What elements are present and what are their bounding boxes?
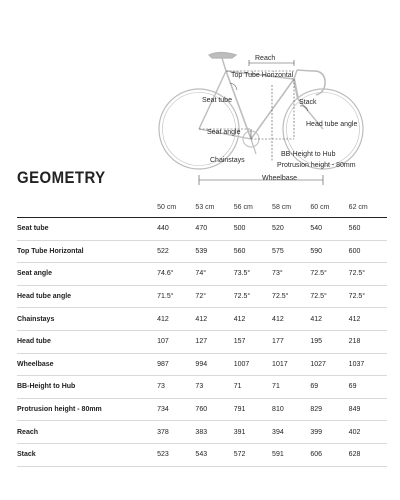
- table-cell: 412: [349, 308, 387, 331]
- table-cell: 600: [349, 240, 387, 263]
- table-cell: 412: [272, 308, 310, 331]
- table-row: [17, 443, 387, 466]
- table-cell: 1007: [234, 353, 272, 376]
- table-cell: 69: [310, 376, 348, 399]
- row-label: Stack: [17, 443, 157, 466]
- table-cell: 849: [349, 398, 387, 421]
- diagram-label-chainstays: Chainstays: [210, 157, 245, 164]
- table-cell: 157: [234, 330, 272, 353]
- table-cell: 791: [234, 398, 272, 421]
- table-cell: 628: [349, 443, 387, 466]
- table-cell: 71.5°: [157, 285, 195, 308]
- table-row: [17, 330, 387, 353]
- table-cell: 994: [195, 353, 233, 376]
- table-cell: 378: [157, 421, 195, 444]
- column-header: 53 cm: [195, 198, 233, 218]
- table-header-row: [17, 198, 387, 218]
- table-cell: 591: [272, 443, 310, 466]
- row-label: Chainstays: [17, 308, 157, 331]
- diagram-label-stack: Stack: [299, 99, 317, 106]
- geometry-table: [17, 198, 387, 467]
- table-cell: 394: [272, 421, 310, 444]
- table-cell: 1027: [310, 353, 348, 376]
- table-row: [17, 218, 387, 241]
- table-cell: 412: [234, 308, 272, 331]
- table-cell: 539: [195, 240, 233, 263]
- table-cell: 440: [157, 218, 195, 241]
- table-cell: 560: [234, 240, 272, 263]
- table-cell: 500: [234, 218, 272, 241]
- table-cell: 74.6°: [157, 263, 195, 286]
- table-cell: 572: [234, 443, 272, 466]
- table-cell: 72.5°: [349, 285, 387, 308]
- diagram-label-top-tube-horizontal: Top Tube Horizontal: [231, 72, 294, 79]
- table-cell: 575: [272, 240, 310, 263]
- table-cell: 1017: [272, 353, 310, 376]
- table-cell: 177: [272, 330, 310, 353]
- diagram-label-wheelbase: Wheelbase: [262, 175, 298, 182]
- table-cell: 1037: [349, 353, 387, 376]
- table-row: [17, 308, 387, 331]
- table-cell: 72.5°: [310, 285, 348, 308]
- table-row: [17, 285, 387, 308]
- table-cell: 127: [195, 330, 233, 353]
- page-title: GEOMETRY: [17, 168, 106, 187]
- table-body: [17, 218, 387, 467]
- table-cell: 107: [157, 330, 195, 353]
- row-label: Seat tube: [17, 218, 157, 241]
- table-cell: 195: [310, 330, 348, 353]
- table-cell: 73: [157, 376, 195, 399]
- table-cell: 829: [310, 398, 348, 421]
- table-cell: 412: [195, 308, 233, 331]
- row-label: Top Tube Horizontal: [17, 240, 157, 263]
- table-cell: 72.5°: [310, 263, 348, 286]
- table-cell: 72.5°: [272, 285, 310, 308]
- table-cell: 412: [310, 308, 348, 331]
- table-cell: 72°: [195, 285, 233, 308]
- table-cell: 520: [272, 218, 310, 241]
- table-cell: 69: [349, 376, 387, 399]
- table-cell: 560: [349, 218, 387, 241]
- row-label: Head tube: [17, 330, 157, 353]
- column-header: 56 cm: [234, 198, 272, 218]
- table-cell: 543: [195, 443, 233, 466]
- table-row: [17, 240, 387, 263]
- table-cell: 383: [195, 421, 233, 444]
- table-row: [17, 421, 387, 444]
- table-cell: 412: [157, 308, 195, 331]
- table-cell: 73: [195, 376, 233, 399]
- diagram-label-seat-tube: Seat tube: [202, 97, 232, 104]
- table-cell: 402: [349, 421, 387, 444]
- table-cell: 734: [157, 398, 195, 421]
- diagram-label-head-tube-angle: Head tube angle: [306, 121, 358, 128]
- table-cell: 760: [195, 398, 233, 421]
- column-header: 50 cm: [157, 198, 195, 218]
- table-row: [17, 376, 387, 399]
- table-cell: 810: [272, 398, 310, 421]
- table-cell: 71: [234, 376, 272, 399]
- table-cell: 74°: [195, 263, 233, 286]
- table-cell: 987: [157, 353, 195, 376]
- row-label: BB-Height to Hub: [17, 376, 157, 399]
- diagram-label-bb-height-to-hub: BB-Height to Hub: [281, 151, 336, 158]
- column-header: 60 cm: [310, 198, 348, 218]
- table-cell: 73°: [272, 263, 310, 286]
- table-row: [17, 353, 387, 376]
- table-cell: 523: [157, 443, 195, 466]
- table-row: [17, 398, 387, 421]
- column-header: 62 cm: [349, 198, 387, 218]
- column-header: 58 cm: [272, 198, 310, 218]
- table-cell: 71: [272, 376, 310, 399]
- table-cell: 72.5°: [234, 285, 272, 308]
- table-cell: 73.5°: [234, 263, 272, 286]
- table-cell: 391: [234, 421, 272, 444]
- table-row: [17, 263, 387, 286]
- table-cell: 470: [195, 218, 233, 241]
- row-label: Head tube angle: [17, 285, 157, 308]
- table-cell: 218: [349, 330, 387, 353]
- row-label: Reach: [17, 421, 157, 444]
- diagram-label-reach: Reach: [255, 55, 276, 62]
- table-cell: 522: [157, 240, 195, 263]
- diagram-label-protrusion-height: Protrusion height - 80mm: [277, 162, 356, 169]
- table-cell: 399: [310, 421, 348, 444]
- table-cell: 590: [310, 240, 348, 263]
- row-label: Protrusion height - 80mm: [17, 398, 157, 421]
- row-label: Seat angle: [17, 263, 157, 286]
- table-cell: 606: [310, 443, 348, 466]
- table-cell: 72.5°: [349, 263, 387, 286]
- column-header: [17, 198, 157, 218]
- table-cell: 540: [310, 218, 348, 241]
- row-label: Wheelbase: [17, 353, 157, 376]
- diagram-label-seat-angle: Seat angle: [207, 129, 241, 136]
